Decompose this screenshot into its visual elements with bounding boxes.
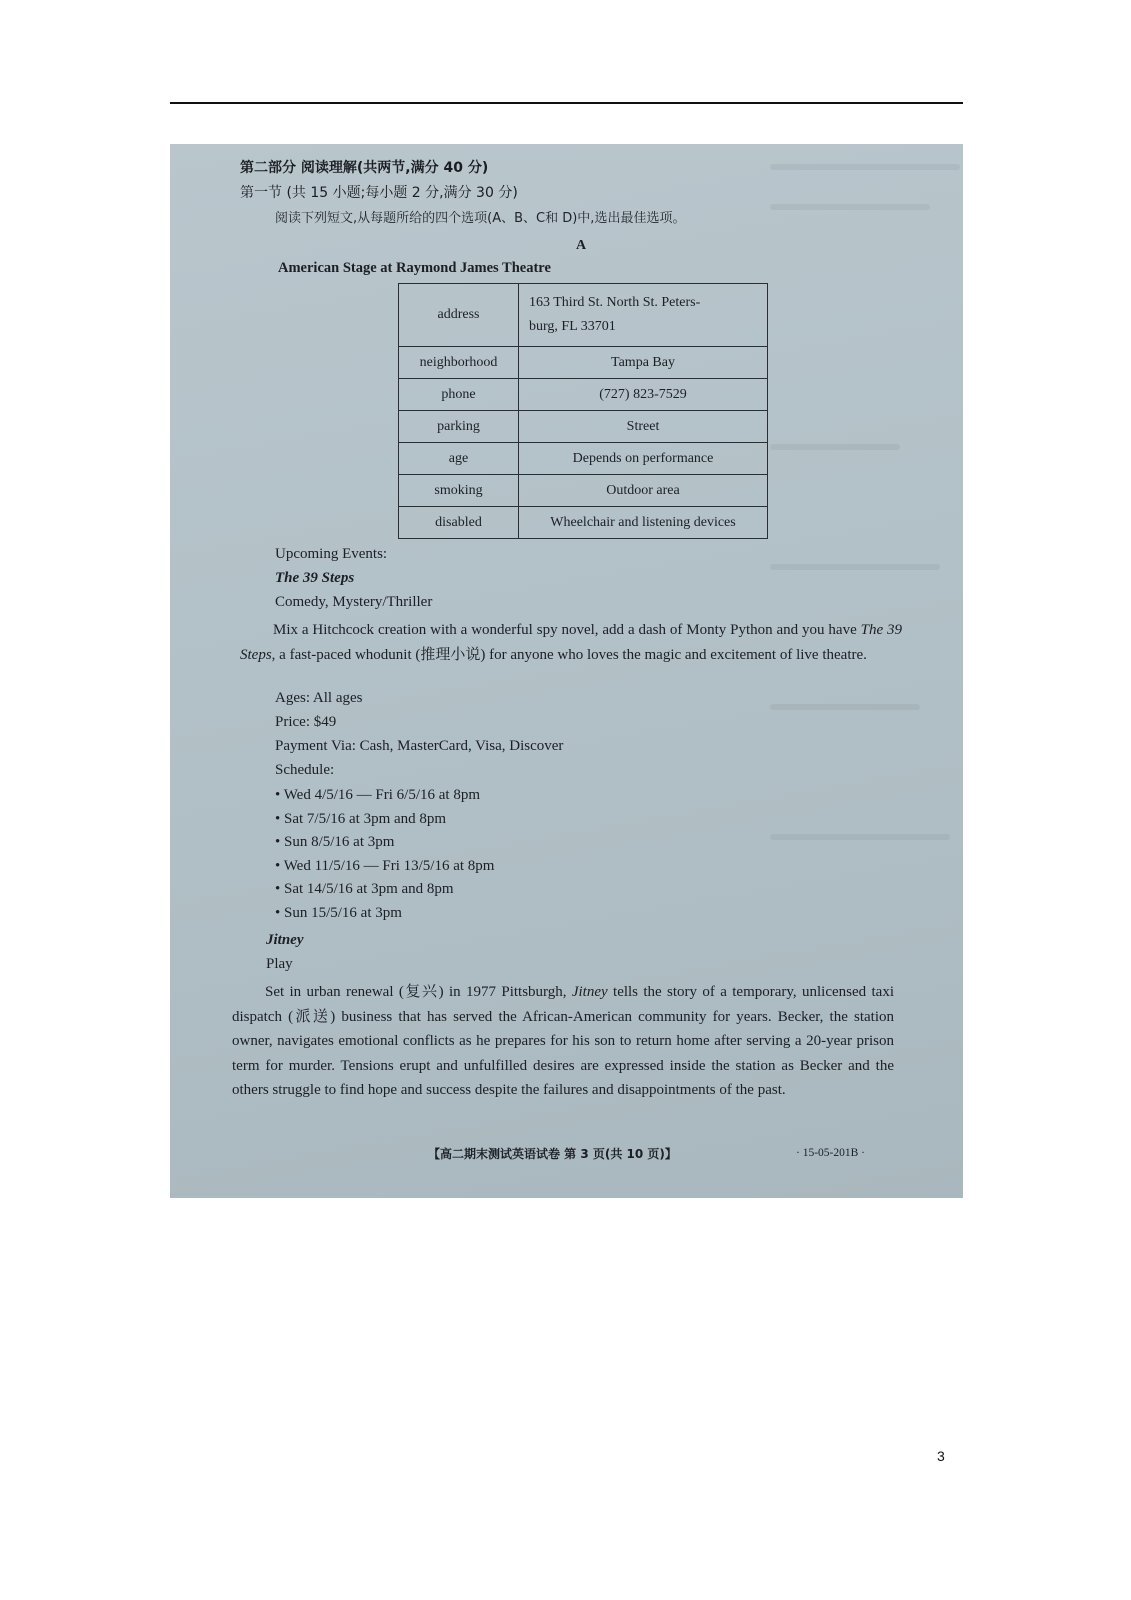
description-title: The 39 Steps [240,622,903,663]
schedule-item: • Sat 7/5/16 at 3pm and 8pm [275,810,447,827]
table-row [399,347,768,379]
top-rule [170,102,963,104]
description-text: , a fast-paced whodunit (推理小说) for anyone who loves the magic and excitement of live theatre. [271,646,867,663]
row-label: parking [399,411,519,443]
bleed-through [770,164,960,170]
row-label: disabled [399,507,519,539]
table-row [399,443,768,475]
row-label: address [399,284,519,347]
row-value: (727) 823-7529 [519,379,768,411]
row-value: Tampa Bay [519,347,768,379]
address-line-1: 163 Third St. North St. Peters- [529,295,701,310]
events-heading: Upcoming Events: [275,546,388,562]
row-label: phone [399,379,519,411]
exam-footer-label: 【高二期末测试英语试卷 第 3 页(共 10 页)】 [428,1147,677,1161]
schedule-label: Schedule: [275,762,335,778]
schedule-item: • Wed 4/5/16 — Fri 6/5/16 at 8pm [275,787,481,803]
exam-code: · 15-05-201B · [796,1147,865,1159]
row-label: smoking [399,475,519,507]
table-row [399,475,768,507]
bleed-through [770,204,930,210]
address-line-2: burg, FL 33701 [529,319,616,334]
section-title: 第一节 (共 15 小题;每小题 2 分,满分 30 分) [240,185,518,201]
venue-info-table [398,283,768,539]
bleed-through [770,834,950,840]
schedule-list [275,784,494,925]
row-value: Street [519,411,768,443]
event-genre: Play [266,956,293,972]
row-value [519,284,768,347]
description-title: Jitney [571,984,608,1000]
event-payment: Payment Via: Cash, MasterCard, Visa, Discover [275,738,564,754]
schedule-item: • Sun 8/5/16 at 3pm [275,834,395,850]
table-row [399,411,768,443]
event-description [240,618,902,667]
table-row [399,379,768,411]
row-label: neighborhood [399,347,519,379]
row-value: Outdoor area [519,475,768,507]
event-price: Price: $49 [275,714,337,730]
table-row [399,284,768,347]
passage-letter: A [576,238,587,253]
row-value: Depends on performance [519,443,768,475]
bleed-through [770,704,920,710]
event-description [232,980,894,1103]
event-genre: Comedy, Mystery/Thriller [275,594,433,610]
description-text: Mix a Hitchcock creation with a wonderful spy novel, add a dash of Monty Python and you have [273,622,861,638]
event-title: Jitney [266,932,304,948]
row-label: age [399,443,519,475]
schedule-item: • Wed 11/5/16 — Fri 13/5/16 at 8pm [275,857,495,874]
passage-title: American Stage at Raymond James Theatre [278,260,551,276]
bleed-through [770,444,900,450]
schedule-item: • Sat 14/5/16 at 3pm and 8pm [275,881,454,897]
scanned-exam-page [170,144,963,1198]
part-title: 第二部分 阅读理解(共两节,满分 40 分) [240,160,489,176]
description-text: Set in urban renewal (复兴) in 1977 Pittsburgh, [265,984,572,1000]
event-ages: Ages: All ages [275,690,363,706]
event-title: The 39 Steps [275,570,355,586]
table-row [399,507,768,539]
row-value: Wheelchair and listening devices [519,507,768,539]
instructions: 阅读下列短文,从每题所给的四个选项(A、B、C和 D)中,选出最佳选项。 [275,211,686,226]
page-number: 3 [937,1448,945,1464]
description-text: tells the story of a temporary, unlicensed taxi dispatch (派送) business that has served the African-American community for years. Becker, the station owner, navigates emotional conflicts as he prepares for his son to return home after serving a 20-year prison term for murder. Tensions erupt and unfulfilled desires are expressed inside the station as Becker and the others struggle to find hope and success despite the failures and disappointments of the past. [232,984,894,1098]
bleed-through [770,564,940,570]
schedule-item: • Sun 15/5/16 at 3pm [275,904,402,921]
